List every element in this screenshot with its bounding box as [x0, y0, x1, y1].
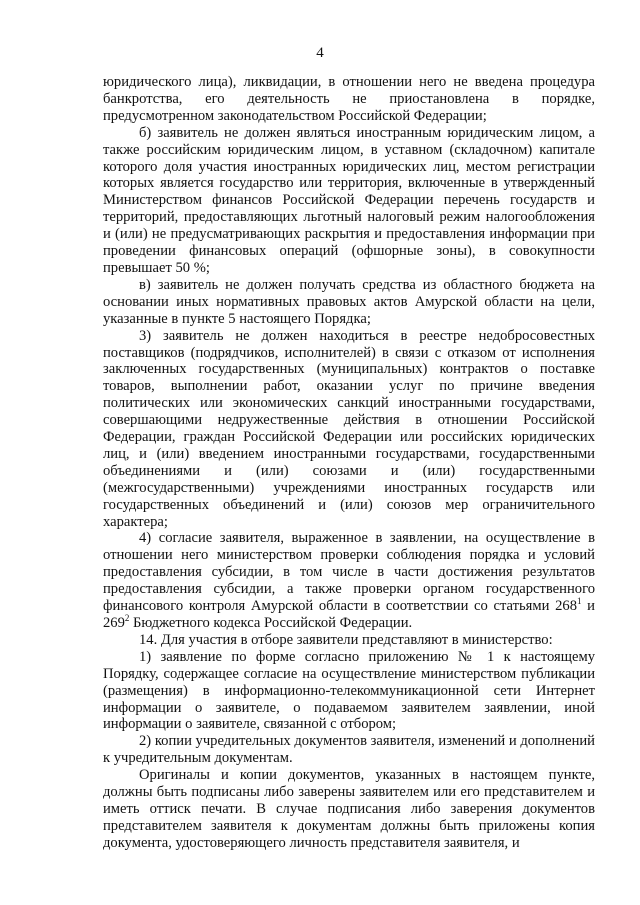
paragraph-4-tail: Бюджетного кодекса Российской Федерации.	[129, 615, 413, 631]
paragraph-originals: Оригиналы и копии документов, указанных в настоящем пункте, должны быть подписаны либо заверены заявителем или его представителем и иметь оттиск печати. В случае подписания либо заверения документов представителем заявителя к документам должны быть приложены копия документа, удостоверяющего личность представителя заявителя, и	[103, 767, 595, 851]
paragraph-14-2: 2) копии учредительных документов заявителя, изменений и дополнений к учредительным документам.	[103, 733, 595, 767]
paragraph-v: в) заявитель не должен получать средства из областного бюджета на основании иных нормативных правовых актов Амурской области на цели, указанные в пункте 5 настоящего Порядка;	[103, 276, 595, 327]
footnote-superscript-1: 1	[577, 596, 582, 607]
paragraph-14-1: 1) заявление по форме согласно приложению № 1 к настоящему Порядку, содержащее согласие на осуществление министерством публикации (размещения) в информационно-телекоммуникационной сети Интернет информации о заявителе, о подаваемом заявителем заявлении, иной информации о заявителе, связанной с отбором;	[103, 648, 595, 733]
paragraph-4-mid: и 269	[103, 598, 595, 631]
page-number: 4	[316, 45, 324, 61]
paragraph-3: 3) заявитель не должен находиться в реестре недобросовестных поставщиков (подрядчиков, исполнителей) в связи с отказом от исполнения заключенных государственных (муниципальных) контрактов о поставке товаров, выполнении работ, оказании услуг по причине введения политических или экономических санкций иностранными государствами, совершающими недружественные действия в отношении Российской Федерации, граждан Российской Федерации или российских юридических лиц, и (или) введением иностранными государствами, государственными объединениями и (или) союзами и (или) государственными (межгосударственными) учреждениями иностранных государств или государственных объединений и (или) союзов мер ограничительного характера;	[103, 327, 595, 530]
paragraph-continuation: юридического лица), ликвидации, в отношении него не введена процедура банкротства, его деятельность не приостановлена в порядке, предусмотренном законодательством Российской Федерации;	[103, 74, 595, 124]
paragraph-4	[103, 530, 595, 631]
paragraph-14: 14. Для участия в отборе заявители представляют в министерство:	[139, 631, 553, 648]
paragraph-4-text: 4) согласие заявителя, выраженное в заявлении, на осуществление в отношении него министерством проверки соблюдения порядка и условий предоставления субсидии, в том числе в части достижения результатов предоставления субсидии, а также проверки органом государственного финансового контроля Амурской области в соответствии со статьями 268	[103, 530, 595, 615]
footnote-superscript-2: 2	[124, 613, 130, 624]
paragraph-b: б) заявитель не должен являться иностранным юридическим лицом, а также российским юридическим лицом, в уставном (складочном) капитале которого доля участия иностранных юридических лиц, местом регистрации которых является государство или территория, включенные в утвержденный Министерством финансов Российской Федерации перечень государств и территорий, предоставляющих льготный налоговый режим налогообложения и (или) не предусматривающих раскрытия и предоставления информации при проведении финансовых операций (офшорные зоны), в совокупности превышает 50 %;	[103, 124, 595, 276]
document-body	[103, 74, 595, 852]
